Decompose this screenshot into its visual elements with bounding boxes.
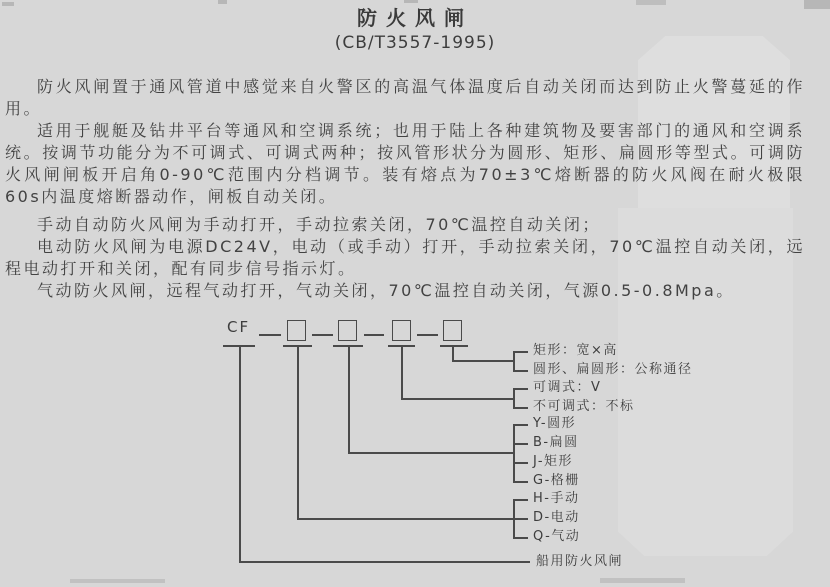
label-rect-size: 矩形：宽×高: [533, 343, 618, 358]
connector-box3: [401, 398, 514, 400]
label-tick: [513, 499, 528, 501]
label-adjustable: 可调式：V: [533, 380, 602, 395]
bracket-shape: [513, 424, 515, 483]
paragraph-application: 适用于舰艇及钻井平台等通风和空调系统；也用于陆上各种建筑物及要害部门的通风和空调系统。按调节功能分为不可调式、可调式两种；按风管形状分为圆形、矩形、扁圆形等型式。可调防火风闸闸板开启角0-90℃范围内分档调节。装有熔点为70±3℃熔断器的防火风阀在耐火极限60s内温度熔断器动作，闸板自动关闭。: [5, 121, 805, 206]
label-product-name: 船用防火风闸: [536, 554, 624, 569]
label-shape-rect: J-矩形: [533, 454, 574, 469]
label-tick: [513, 537, 528, 539]
label-tick: [513, 424, 528, 426]
paragraph-electric: 电动防火风闸为电源DC24V，电动（或手动）打开，手动拉索关闭，70℃温控自动关闭，远程电动打开和关闭，配有同步信号指示灯。: [5, 237, 805, 278]
label-non-adjustable: 不可调式：不标: [533, 399, 635, 414]
code-box-4: [443, 320, 462, 341]
label-tick: [513, 443, 528, 445]
code-dash: [364, 334, 384, 336]
leader-line-prefix: [239, 346, 241, 561]
label-drive-pneumatic: Q-气动: [533, 529, 581, 544]
code-box-3: [392, 320, 411, 341]
code-dash: [312, 334, 333, 336]
label-drive-electric: D-电动: [533, 510, 580, 525]
label-tick: [513, 481, 528, 483]
code-dash: [417, 334, 438, 336]
leader-line-box3: [401, 346, 403, 400]
connector-box1: [297, 518, 514, 520]
connector-prefix: [239, 561, 530, 563]
label-tick: [513, 407, 528, 409]
code-box-1: [287, 320, 306, 341]
label-tick: [513, 370, 528, 372]
code-dash: [259, 334, 281, 336]
connector-box4: [452, 360, 514, 362]
leader-line-box1: [297, 346, 299, 520]
paragraph-intro: 防火风闸置于通风管道中感觉来自火警区的高温气体温度后自动关闭而达到防止火警蔓延的作用。: [5, 77, 805, 118]
leader-line-box2: [348, 346, 350, 454]
code-box-2: [338, 320, 357, 341]
code-prefix: CF: [227, 318, 251, 336]
label-shape-grille: G-格栅: [533, 473, 580, 488]
page-title: 防火风闸: [357, 6, 473, 30]
model-code-diagram: [0, 308, 830, 587]
label-tick: [513, 351, 528, 353]
label-tick: [513, 518, 528, 520]
label-shape-flat: B-扁圆: [533, 435, 579, 450]
body-text: [5, 76, 805, 302]
label-drive-manual: H-手动: [533, 491, 580, 506]
label-tick: [513, 388, 528, 390]
label-round-size: 圆形、扁圆形：公称通径: [533, 362, 693, 377]
paragraph-pneumatic: 气动防火风闸，远程气动打开，气动关闭，70℃温控自动关闭，气源0.5-0.8Mpa。: [37, 281, 735, 300]
label-tick: [513, 462, 528, 464]
connector-box2: [348, 452, 514, 454]
bracket-size: [513, 351, 515, 372]
bracket-adjustable: [513, 388, 515, 409]
underline-tick: [440, 345, 468, 347]
label-shape-round: Y-圆形: [533, 416, 577, 431]
standard-number: (CB/T3557-1995): [334, 33, 496, 53]
paragraph-manual: 手动自动防火风闸为手动打开，手动拉索关闭，70℃温控自动关闭；: [37, 215, 601, 234]
